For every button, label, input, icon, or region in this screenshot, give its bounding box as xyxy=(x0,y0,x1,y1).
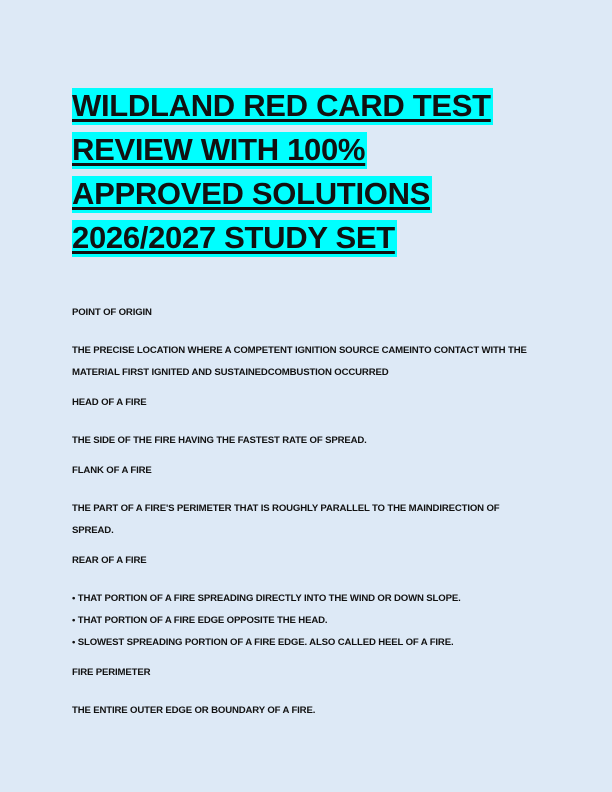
definition-bullet-list xyxy=(72,588,542,654)
document-title xyxy=(72,84,542,260)
term-heading: FLANK OF A FIRE xyxy=(72,465,152,476)
term-definition: THE PART OF A FIRE'S PERIMETER THAT IS ROUGHLY PARALLEL TO THE MAINDIRECTION OF SPREAD. xyxy=(72,503,500,536)
definition-bullet: • THAT PORTION OF A FIRE SPREADING DIRECTLY INTO THE WIND OR DOWN SLOPE. xyxy=(72,588,542,610)
title-line: WILDLAND RED CARD TEST xyxy=(72,88,491,123)
term-heading: HEAD OF A FIRE xyxy=(72,397,147,408)
definition-bullet: • SLOWEST SPREADING PORTION OF A FIRE EDGE. ALSO CALLED HEEL OF A FIRE. xyxy=(72,632,542,654)
definition-bullet: • THAT PORTION OF A FIRE EDGE OPPOSITE THE HEAD. xyxy=(72,610,542,632)
term-heading: POINT OF ORIGIN xyxy=(72,307,152,318)
term-definition: THE PRECISE LOCATION WHERE A COMPETENT IGNITION SOURCE CAMEINTO CONTACT WITH THE MATERIAL FIRST IGNITED AND SUSTAINEDCOMBUSTION OCCURRED xyxy=(72,345,527,378)
term-heading: FIRE PERIMETER xyxy=(72,667,151,678)
title-line: REVIEW WITH 100% xyxy=(72,132,366,167)
title-line: 2026/2027 STUDY SET xyxy=(72,220,395,255)
title-line: APPROVED SOLUTIONS xyxy=(72,176,431,211)
study-entries xyxy=(72,306,542,734)
term-definition: THE ENTIRE OUTER EDGE OR BOUNDARY OF A FIRE. xyxy=(72,705,316,716)
term-definition: THE SIDE OF THE FIRE HAVING THE FASTEST RATE OF SPREAD. xyxy=(72,435,367,446)
term-heading: REAR OF A FIRE xyxy=(72,555,147,566)
